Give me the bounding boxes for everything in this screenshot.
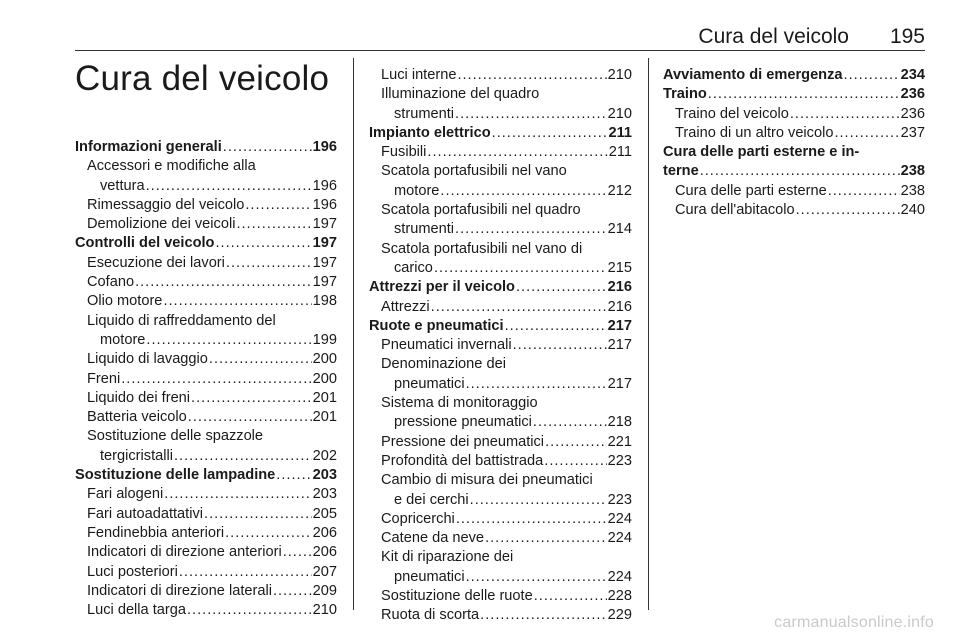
toc-page: 238 bbox=[900, 182, 925, 199]
toc-entry[interactable] bbox=[663, 201, 925, 220]
toc-page: 210 bbox=[607, 105, 632, 122]
dot-leader bbox=[492, 124, 608, 143]
toc-entry-label: pneumatici bbox=[394, 568, 465, 585]
toc-entry-label: Olio motore bbox=[87, 293, 163, 310]
toc-section-title: Traino bbox=[663, 86, 707, 103]
dot-leader bbox=[545, 433, 607, 452]
toc-entry[interactable] bbox=[369, 298, 632, 317]
toc-page: 200 bbox=[312, 351, 337, 368]
dot-leader bbox=[191, 389, 312, 408]
toc-entry-label[interactable]: Liquido di raffreddamento del bbox=[87, 312, 276, 329]
toc-page: 210 bbox=[607, 67, 632, 83]
toc-column-1 bbox=[75, 138, 337, 620]
toc-entry[interactable] bbox=[369, 182, 632, 201]
toc-entry[interactable] bbox=[369, 606, 632, 625]
toc-entry[interactable] bbox=[369, 105, 632, 124]
dot-leader bbox=[135, 273, 312, 292]
page-number: 195 bbox=[889, 25, 925, 48]
toc-entry[interactable] bbox=[75, 543, 337, 562]
toc-page: 197 bbox=[312, 274, 337, 291]
dot-leader bbox=[455, 105, 607, 124]
dot-leader bbox=[485, 529, 607, 548]
dot-leader bbox=[844, 66, 900, 85]
toc-page: 217 bbox=[607, 375, 632, 392]
toc-section-title: Informazioni generali bbox=[75, 139, 222, 155]
toc-entry[interactable] bbox=[369, 587, 632, 606]
toc-page: 205 bbox=[312, 505, 337, 522]
toc-entry-label: Copricerchi bbox=[381, 510, 455, 527]
dot-leader bbox=[146, 331, 311, 350]
toc-page: 215 bbox=[607, 259, 632, 276]
toc-section-title: Ruote e pneumatici bbox=[369, 317, 504, 334]
toc-entry-label[interactable]: Illuminazione del quadro bbox=[381, 86, 540, 103]
toc-entry-label[interactable]: Cambio di misura dei pneumatici bbox=[381, 472, 593, 489]
chapter-title: Cura del veicolo bbox=[75, 59, 330, 98]
toc-section-title: Sostituzione delle lampadine bbox=[75, 467, 276, 484]
dot-leader bbox=[209, 350, 312, 369]
toc-entry[interactable] bbox=[369, 220, 632, 239]
toc-entry-label: Liquido di lavaggio bbox=[87, 351, 208, 368]
toc-section[interactable] bbox=[369, 278, 632, 297]
toc-entry[interactable] bbox=[369, 510, 632, 529]
toc-entry[interactable] bbox=[75, 524, 337, 543]
toc-entry[interactable] bbox=[75, 563, 337, 582]
toc-entry[interactable] bbox=[75, 447, 337, 466]
toc-entry-label[interactable]: Sistema di monitoraggio bbox=[381, 395, 538, 412]
toc-entry-label: Ruota di scorta bbox=[381, 607, 480, 624]
toc-entry-label: Cura delle parti esterne bbox=[675, 182, 827, 199]
toc-entry[interactable] bbox=[369, 433, 632, 452]
toc-entry-label: Cura dell'abitacolo bbox=[675, 202, 795, 219]
toc-entry[interactable] bbox=[75, 196, 337, 215]
toc-entry-label: Esecuzione dei lavori bbox=[87, 254, 225, 271]
toc-entry-label: Fari alogeni bbox=[87, 486, 164, 503]
toc-entry-label: Profondità del battistrada bbox=[381, 452, 544, 469]
toc-page: 221 bbox=[607, 433, 632, 450]
dot-leader bbox=[225, 524, 312, 543]
toc-section[interactable] bbox=[75, 234, 337, 253]
dot-leader bbox=[505, 317, 607, 336]
toc-entry[interactable] bbox=[369, 568, 632, 587]
dot-leader bbox=[544, 452, 606, 471]
toc-page: 216 bbox=[607, 298, 632, 315]
toc-page: 212 bbox=[607, 182, 632, 199]
toc-entry[interactable] bbox=[75, 408, 337, 427]
toc-entry-label: tergicristalli bbox=[100, 447, 173, 464]
toc-page: 224 bbox=[607, 530, 632, 547]
toc-entry[interactable] bbox=[75, 370, 337, 389]
dot-leader bbox=[236, 215, 311, 234]
toc-section-title: Controlli del veicolo bbox=[75, 235, 215, 252]
toc-page: 211 bbox=[608, 144, 632, 161]
toc-entry-label[interactable]: Sostituzione delle spazzole bbox=[87, 428, 264, 445]
toc-section-title: Impianto elettrico bbox=[369, 124, 491, 141]
toc-entry-label: Fendinebbia anteriori bbox=[87, 524, 225, 541]
toc-page: 196 bbox=[312, 139, 337, 155]
toc-page: 199 bbox=[312, 331, 337, 348]
toc-section[interactable] bbox=[663, 66, 925, 85]
toc-page: 240 bbox=[900, 202, 925, 219]
toc-page: 223 bbox=[607, 452, 632, 469]
dot-leader bbox=[700, 162, 900, 181]
dot-leader bbox=[187, 601, 312, 620]
toc-entry-label: Cofano bbox=[87, 274, 135, 291]
toc-entry[interactable] bbox=[75, 254, 337, 273]
dot-leader bbox=[513, 336, 607, 355]
toc-entry-label: Pneumatici invernali bbox=[381, 337, 512, 354]
toc-entry-label: carico bbox=[394, 259, 433, 276]
toc-entry[interactable] bbox=[75, 292, 337, 311]
dot-leader bbox=[245, 196, 311, 215]
toc-section[interactable] bbox=[369, 124, 632, 143]
dot-leader bbox=[834, 124, 899, 143]
toc-entry-label: Traino del veicolo bbox=[675, 105, 789, 122]
dot-leader bbox=[146, 177, 312, 196]
toc-entry-label: e dei cerchi bbox=[394, 491, 469, 508]
dot-leader bbox=[470, 491, 607, 510]
toc-entry[interactable] bbox=[369, 336, 632, 355]
toc-entry[interactable] bbox=[663, 182, 925, 201]
toc-entry-label[interactable]: Kit di riparazione dei bbox=[381, 549, 514, 566]
toc-page: 207 bbox=[312, 563, 337, 580]
toc-entry-label: Catene da neve bbox=[381, 530, 485, 547]
dot-leader bbox=[828, 182, 900, 201]
toc-entry-label: Attrezzi bbox=[381, 298, 430, 315]
toc-entry[interactable] bbox=[75, 273, 337, 292]
toc-entry-label: pressione pneumatici bbox=[394, 414, 532, 431]
toc-page: 196 bbox=[312, 196, 337, 213]
toc-page: 206 bbox=[312, 524, 337, 541]
toc-page: 201 bbox=[312, 409, 337, 426]
dot-leader bbox=[516, 278, 607, 297]
dot-leader bbox=[121, 370, 311, 389]
toc-entry-label: Luci posteriori bbox=[87, 563, 178, 580]
toc-entry-label: motore bbox=[394, 182, 440, 199]
toc-entry[interactable] bbox=[369, 259, 632, 278]
toc-page: 201 bbox=[312, 389, 337, 406]
toc-entry-label: strumenti bbox=[394, 221, 455, 238]
dot-leader bbox=[455, 220, 607, 239]
toc-page: 216 bbox=[607, 279, 632, 296]
toc-page: 198 bbox=[312, 293, 337, 310]
toc-entry[interactable] bbox=[369, 413, 632, 432]
toc-page: 211 bbox=[608, 124, 632, 141]
toc-section-title: Avviamento di emergenza bbox=[663, 67, 843, 83]
toc-entry[interactable] bbox=[75, 389, 337, 408]
dot-leader bbox=[790, 105, 900, 124]
toc-entry[interactable] bbox=[369, 529, 632, 548]
toc-entry[interactable] bbox=[663, 124, 925, 143]
toc-entry[interactable] bbox=[369, 452, 632, 471]
header-rule bbox=[75, 50, 925, 51]
toc-entry-label: Liquido dei freni bbox=[87, 389, 191, 406]
toc-page: 209 bbox=[312, 582, 337, 599]
dot-leader bbox=[796, 201, 900, 220]
toc-page: 218 bbox=[607, 414, 632, 431]
toc-entry-label: Batteria veicolo bbox=[87, 409, 187, 426]
toc-entry[interactable] bbox=[75, 582, 337, 601]
watermark: carmanualsonline.info bbox=[774, 614, 934, 631]
toc-entry[interactable] bbox=[369, 375, 632, 394]
toc-entry-label: Rimessaggio del veicolo bbox=[87, 196, 245, 213]
toc-entry-label: motore bbox=[100, 331, 146, 348]
dot-leader bbox=[273, 582, 312, 601]
dot-leader bbox=[457, 66, 606, 85]
dot-leader bbox=[174, 447, 312, 466]
toc-entry[interactable] bbox=[75, 601, 337, 620]
toc-page: 238 bbox=[900, 163, 925, 180]
toc-page: 236 bbox=[900, 86, 925, 103]
toc-page: 197 bbox=[312, 235, 337, 252]
toc-section[interactable] bbox=[369, 317, 632, 336]
toc-page: 197 bbox=[312, 216, 337, 233]
dot-leader bbox=[533, 413, 607, 432]
toc-entry[interactable] bbox=[75, 177, 337, 196]
dot-leader bbox=[466, 568, 607, 587]
dot-leader bbox=[215, 234, 311, 253]
toc-section-title: Attrezzi per il veicolo bbox=[369, 279, 515, 296]
toc-entry[interactable] bbox=[369, 66, 632, 85]
toc-column-3 bbox=[663, 66, 925, 220]
dot-leader bbox=[179, 563, 312, 582]
toc-page: 223 bbox=[607, 491, 632, 508]
toc-entry[interactable] bbox=[369, 491, 632, 510]
running-header-title: Cura del veicolo bbox=[698, 25, 849, 48]
toc-page: 228 bbox=[607, 588, 632, 605]
dot-leader bbox=[223, 138, 312, 157]
dot-leader bbox=[163, 292, 311, 311]
dot-leader bbox=[188, 408, 312, 427]
toc-entry[interactable] bbox=[75, 215, 337, 234]
dot-leader bbox=[440, 182, 606, 201]
toc-entry-label[interactable]: Scatola portafusibili nel quadro bbox=[381, 202, 581, 219]
dot-leader bbox=[466, 375, 607, 394]
toc-entry[interactable] bbox=[369, 143, 632, 162]
toc-page: 236 bbox=[900, 105, 925, 122]
toc-page: 197 bbox=[312, 254, 337, 271]
toc-entry-label: Pressione dei pneumatici bbox=[381, 433, 545, 450]
dot-leader bbox=[431, 298, 607, 317]
toc-page: 224 bbox=[607, 510, 632, 527]
toc-page: 206 bbox=[312, 544, 337, 561]
toc-page: 229 bbox=[607, 607, 632, 624]
column-divider bbox=[353, 58, 354, 610]
toc-page: 203 bbox=[312, 486, 337, 503]
running-header bbox=[75, 26, 925, 48]
toc-entry-label: vettura bbox=[100, 177, 145, 194]
toc-entry-label[interactable]: Accessori e modifiche alla bbox=[87, 158, 256, 175]
column-divider bbox=[648, 58, 649, 610]
toc-entry[interactable] bbox=[75, 505, 337, 524]
dot-leader bbox=[534, 587, 607, 606]
toc-section-title[interactable]: Cura delle parti esterne e in- bbox=[663, 144, 860, 161]
toc-entry-label[interactable]: Scatola portafusibili nel vano bbox=[381, 163, 567, 180]
toc-page: 196 bbox=[312, 177, 337, 194]
toc-entry-label[interactable]: Scatola portafusibili nel vano di bbox=[381, 240, 583, 257]
toc-page: 217 bbox=[607, 337, 632, 354]
toc-section[interactable] bbox=[75, 138, 337, 157]
toc-column-2 bbox=[369, 66, 632, 626]
toc-section[interactable] bbox=[663, 85, 925, 104]
toc-section[interactable] bbox=[663, 162, 925, 181]
toc-page: 237 bbox=[900, 124, 925, 141]
toc-entry[interactable] bbox=[663, 105, 925, 124]
toc-entry-label: strumenti bbox=[394, 105, 455, 122]
toc-entry-label: Fusibili bbox=[381, 144, 427, 161]
toc-section[interactable] bbox=[75, 466, 337, 485]
dot-leader bbox=[434, 259, 607, 278]
dot-leader bbox=[226, 254, 312, 273]
toc-page: 224 bbox=[607, 568, 632, 585]
toc-page: 234 bbox=[900, 67, 925, 83]
toc-entry-label: Luci interne bbox=[381, 67, 457, 83]
dot-leader bbox=[456, 510, 607, 529]
toc-entry-label: Traino di un altro veicolo bbox=[675, 124, 834, 141]
toc-entry-label: pneumatici bbox=[394, 375, 465, 392]
toc-page: 217 bbox=[607, 317, 632, 334]
dot-leader bbox=[164, 485, 311, 504]
toc-entry[interactable] bbox=[75, 350, 337, 369]
toc-entry-label: Indicatori di direzione anteriori bbox=[87, 544, 282, 561]
toc-entry-label: Indicatori di direzione laterali bbox=[87, 582, 272, 599]
dot-leader bbox=[427, 143, 607, 162]
toc-entry-label: Freni bbox=[87, 370, 121, 387]
toc-entry-label: Demolizione dei veicoli bbox=[87, 216, 236, 233]
toc-entry[interactable] bbox=[75, 485, 337, 504]
dot-leader bbox=[708, 85, 900, 104]
dot-leader bbox=[480, 606, 606, 625]
toc-entry[interactable] bbox=[75, 331, 337, 350]
toc-section-title: terne bbox=[663, 163, 699, 180]
toc-page: 214 bbox=[607, 221, 632, 238]
toc-page: 210 bbox=[312, 602, 337, 619]
toc-entry-label[interactable]: Denominazione dei bbox=[381, 356, 506, 373]
toc-page: 203 bbox=[312, 467, 337, 484]
toc-entry-label: Luci della targa bbox=[87, 602, 186, 619]
dot-leader bbox=[283, 543, 312, 562]
toc-entry-label: Fari autoadattativi bbox=[87, 505, 204, 522]
toc-page: 202 bbox=[312, 447, 337, 464]
dot-leader bbox=[276, 466, 311, 485]
toc-entry-label: Sostituzione delle ruote bbox=[381, 588, 533, 605]
toc-page: 200 bbox=[312, 370, 337, 387]
dot-leader bbox=[204, 505, 312, 524]
